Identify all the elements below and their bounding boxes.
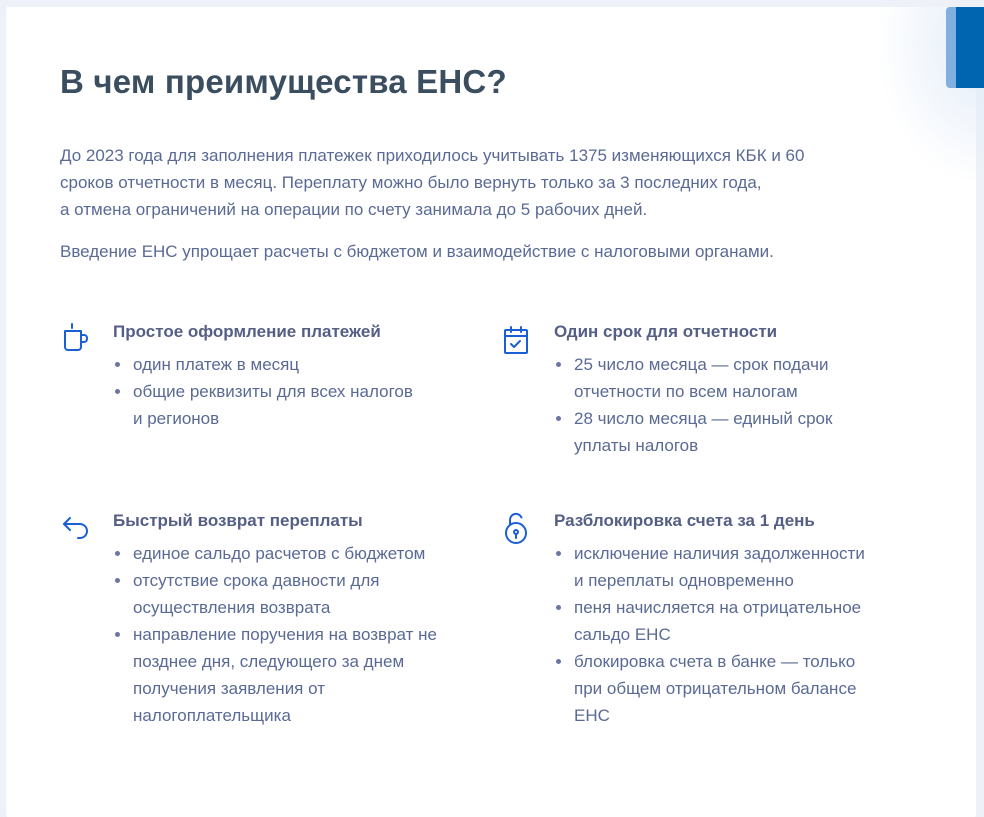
feature-list xyxy=(133,351,493,432)
feature-list xyxy=(574,540,934,729)
list-item: общие реквизиты для всех налогов и регионов xyxy=(133,378,493,432)
list-item: 25 число месяца — срок подачи отчетности по всем налогам xyxy=(574,351,934,405)
list-item: направление поручения на возврат не позднее дня, следующего за днем получения заявления от налогоплательщика xyxy=(133,621,493,729)
feature-title: Быстрый возврат переплаты xyxy=(113,511,363,530)
side-tab[interactable] xyxy=(946,7,984,88)
feature-title: Простое оформление платежей xyxy=(113,322,381,341)
mug-icon xyxy=(60,322,90,354)
intro-line: а отмена ограничений на операции по счету занимала до 5 рабочих дней. xyxy=(60,200,648,219)
list-item: блокировка счета в банке — только при общем отрицательном балансе ЕНС xyxy=(574,648,934,729)
list-item: пеня начисляется на отрицательное сальдо ЕНС xyxy=(574,594,934,648)
list-item: отсутствие срока давности для осуществления возврата xyxy=(133,567,493,621)
feature-list xyxy=(133,540,493,729)
feature-title: Один срок для отчетности xyxy=(554,322,778,341)
side-tab-dark xyxy=(956,7,984,88)
intro-second-paragraph: Введение ЕНС упрощает расчеты с бюджетом и взаимодействие с налоговыми органами. xyxy=(60,242,774,261)
list-item: единое сальдо расчетов с бюджетом xyxy=(133,540,493,567)
unlock-icon xyxy=(501,511,531,543)
list-item: исключение наличия задолженности и переплаты одновременно xyxy=(574,540,934,594)
intro-line: До 2023 года для заполнения платежек приходилось учитывать 1375 изменяющихся КБК и 60 xyxy=(60,146,805,165)
calendar-check-icon xyxy=(501,322,531,354)
list-item: 28 число месяца — единый срок уплаты налогов xyxy=(574,405,934,459)
page-title: В чем преимущества ЕНС? xyxy=(60,63,507,100)
intro-paragraph xyxy=(60,142,920,223)
feature-list xyxy=(574,351,934,459)
list-item: один платеж в месяц xyxy=(133,351,493,378)
side-tab-light xyxy=(946,7,956,88)
intro-line: сроков отчетности в месяц. Переплату можно было вернуть только за 3 последних года, xyxy=(60,173,762,192)
feature-title: Разблокировка счета за 1 день xyxy=(554,511,815,530)
return-arrow-icon xyxy=(60,511,90,543)
